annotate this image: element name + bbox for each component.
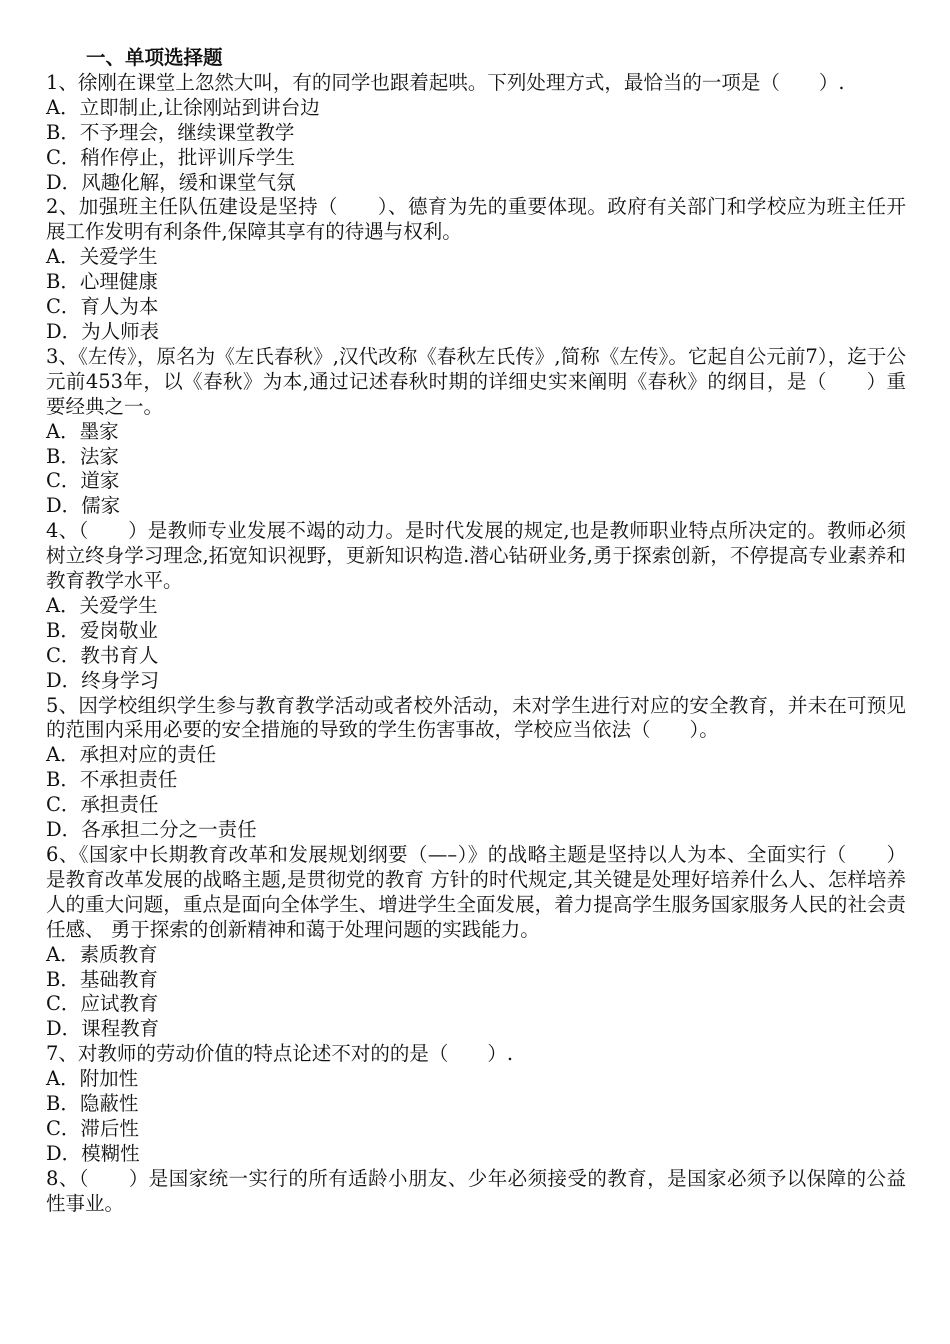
question-block bbox=[46, 519, 906, 693]
answer-option: A．素质教育 bbox=[46, 942, 158, 966]
answer-option: D．各承担二分之一责任 bbox=[46, 818, 257, 842]
question-stem: 1、徐刚在课堂上忽然大叫，有的同学也跟着起哄。下列处理方式，最恰当的一项是（ ）. bbox=[46, 70, 845, 94]
answer-option: C．育人为本 bbox=[46, 295, 159, 319]
answer-option: C．滞后性 bbox=[46, 1116, 139, 1140]
answer-option: A．墨家 bbox=[46, 419, 119, 443]
answer-option: C．稍作停止，批评训斥学生 bbox=[46, 145, 295, 169]
answer-option: B．不予理会，继续课堂教学 bbox=[46, 120, 295, 144]
question-stem: 2、加强班主任队伍建设是坚持（ ）、德育为先的重要体现。政府有关部门和学校应为班主任开展工作发明有利条件,保障其享有的待遇与权利。 bbox=[46, 195, 906, 244]
answer-option: D．终身学习 bbox=[46, 668, 160, 692]
answer-option: B．不承担责任 bbox=[46, 768, 178, 792]
answer-option: A．关爱学生 bbox=[46, 245, 158, 269]
question-stem: 4、（ ）是教师专业发展不竭的动力。是时代发展的规定,也是教师职业特点所决定的。教师必须树立终身学习理念,拓宽知识视野，更新知识构造.潜心钻研业务,勇于探索创新，不停提高专业素养和教育教学水平。 bbox=[46, 519, 906, 593]
answer-option: C．教书育人 bbox=[46, 643, 159, 667]
question-block bbox=[46, 195, 906, 344]
answer-option: D．儒家 bbox=[46, 494, 121, 518]
answer-option: C．道家 bbox=[46, 469, 120, 493]
answer-option: B．爱岗敬业 bbox=[46, 618, 158, 642]
answer-option: B．隐蔽性 bbox=[46, 1092, 139, 1116]
section-title: 一、单项选择题 bbox=[86, 46, 223, 69]
answer-option: D．为人师表 bbox=[46, 319, 160, 343]
answer-option: C．承担责任 bbox=[46, 793, 159, 817]
question-block bbox=[46, 71, 906, 196]
answer-option: A．承担对应的责任 bbox=[46, 743, 217, 767]
answer-option: D．风趣化解，缓和课堂气氛 bbox=[46, 170, 296, 194]
answer-option: A．关爱学生 bbox=[46, 593, 158, 617]
question-stem: 5、因学校组织学生参与教育教学活动或者校外活动，未对学生进行对应的安全教育，并未在可预见的范围内采用必要的安全措施的导致的学生伤害事故，学校应当依法（ ）。 bbox=[46, 693, 906, 742]
question-stem: 8、（ ）是国家统一实行的所有适龄小朋友、少年必须接受的教育，是国家必须予以保障的公益性事业。 bbox=[46, 1166, 906, 1215]
answer-option: B．心理健康 bbox=[46, 270, 158, 294]
answer-option: A．附加性 bbox=[46, 1067, 139, 1091]
question-block bbox=[46, 1042, 906, 1167]
answer-option: A．立即制止,让徐刚站到讲台边 bbox=[46, 95, 320, 119]
answer-option: B．基础教育 bbox=[46, 967, 158, 991]
question-block bbox=[46, 1167, 906, 1217]
question-stem: 3、《左传》，原名为《左氏春秋》,汉代改称《春秋左氏传》,简称《左传》。它起自公元前7），迄于公元前453年，以《春秋》为本,通过记述春秋时期的详细史实来阐明《春秋》的纲目，是（ ）重要经典之一。 bbox=[46, 344, 906, 418]
document-body bbox=[46, 46, 906, 1217]
question-block bbox=[46, 843, 906, 1042]
answer-option: B．法家 bbox=[46, 444, 119, 468]
question-block bbox=[46, 345, 906, 519]
question-list bbox=[46, 71, 906, 1217]
question-stem: 6、《国家中长期教育改革和发展规划纲要（—–）》的战略主题是坚持以人为本、全面实行（ ）是教育改革发展的战略主题,是贯彻党的教育 方针的时代规定,其关键是处理好培养什么人、怎样培养人的重大问题，重点是面向全体学生、增进学生全面发展，着力提高学生服务国家服务人民的社会责任感、 勇于探索的创新精神和蔼于处理问题的实践能力。 bbox=[46, 843, 906, 941]
answer-option: C．应试教育 bbox=[46, 992, 159, 1016]
answer-option: D．课程教育 bbox=[46, 1017, 160, 1041]
answer-option: D．模糊性 bbox=[46, 1141, 140, 1165]
question-block bbox=[46, 694, 906, 843]
question-stem: 7、对教师的劳动价值的特点论述不对的的是（ ）. bbox=[46, 1042, 514, 1066]
